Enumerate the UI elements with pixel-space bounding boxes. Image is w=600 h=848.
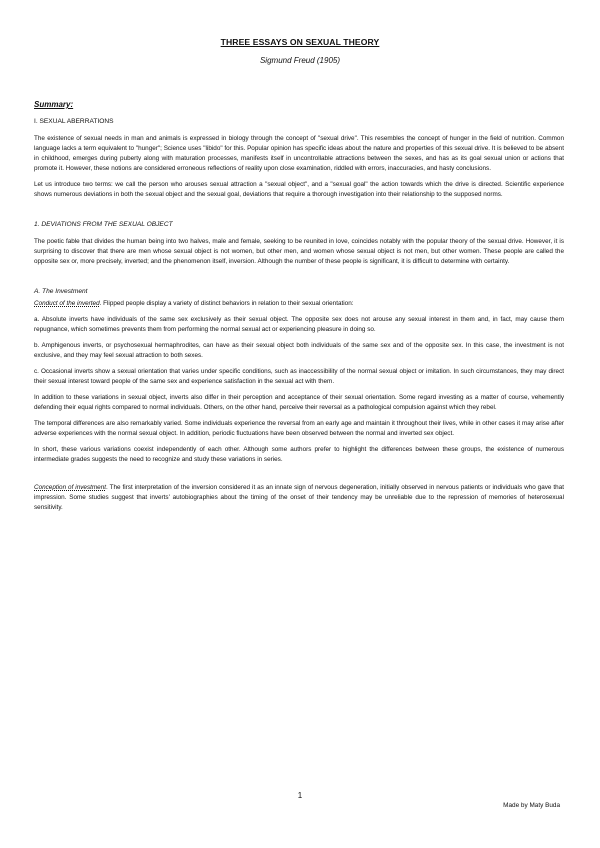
paragraph: In short, these various variations coexist independently of each other. Although some authors prefer to highlight the differences between these groups, the existence of numerous intermediate grades suggests the need to recognize and study these variations in series. — [34, 446, 564, 463]
document-title: THREE ESSAYS ON SEXUAL THEORY — [220, 37, 380, 47]
list-item: b. Amphigenous inverts, or psychosexual hermaphrodites, can have as their sexual object both individuals of the same sex and of the opposite sex. In this case, the investment is not exclusive, and they may feel sexual attraction to both sexes. — [34, 342, 564, 359]
paragraph-text: . The first interpretation of the inversion considered it as an innate sign of nervous degeneration, initially observed in nervous patients or individuals who gave that impression. Some studies suggest that inverts' autobiographies about the timing of the onset of their tendency may be unreliable due to the repression of memories of heterosexual sensitivity. — [34, 484, 564, 511]
inline-heading: Conduct of the inverted — [34, 300, 100, 307]
spacer — [34, 273, 564, 287]
document-author: Sigmund Freud (1905) — [259, 56, 341, 65]
paragraph-text: . Flipped people display a variety of distinct behaviors in relation to their sexual orientation: — [99, 300, 354, 307]
list-item: c. Occasional inverts show a sexual orientation that varies under specific conditions, such as inaccessibility of the normal sexual object or imitation. In such circumstances, they may direct their sexual interest toward people of the same sex and experience satisfaction in the sexual act with them. — [34, 368, 564, 385]
inline-heading: Conception of investment — [34, 484, 106, 491]
spacer — [34, 471, 564, 483]
section-heading: I. SEXUAL ABERRATIONS — [34, 118, 114, 125]
subsection-heading: A. The Investment — [34, 288, 88, 295]
footer-credit: Made by Maty Buda — [503, 802, 560, 809]
paragraph: The temporal differences are also remarkably varied. Some individuals experience the reversal from an early age and maintain it throughout their lives, while in other cases it may arise after adverse experiences with the normal sexual object. In addition, periodic fluctuations have been observed between the normal and inverted sex object. — [34, 420, 564, 437]
paragraph — [34, 483, 564, 513]
paragraph: In addition to these variations in sexual object, inverts also differ in their perception and acceptance of their sexual orientation. Some regard investing as a matter of course, vehemently defending their equal rights compared to normal individuals. Others, on the other hand, perceive their reversal as a pathological compulsion against which they rebel. — [34, 394, 564, 411]
page-number: 1 — [297, 791, 303, 800]
spacer — [34, 206, 564, 220]
paragraph: The existence of sexual needs in man and animals is expressed in biology through the concept of "sexual drive". This resembles the concept of hunger in the field of nutrition. Common language lacks a term equivalent to "hunger"; Science uses "libido" for this. Popular opinion has specific ideas about the nature and properties of this sexual drive. It is believed to be absent in childhood, emerges during puberty along with maturation processes, manifests itself in uncontrollable attractions between the sexes, and has as its goal sexual union or actions that promote it. However, these notions are considered erroneous reflections of reality upon close examination, riddled with errors, inaccuracies, and hasty conclusions. — [34, 135, 564, 172]
document-body — [34, 100, 564, 519]
list-item: a. Absolute inverts have individuals of the same sex exclusively as their sexual object. The opposite sex does not arouse any sexual interest in them and, in fact, may cause them repugnance, which sometimes prevents them from performing the normal sexual act or experiencing pleasure in doing so. — [34, 316, 564, 333]
paragraph: The poetic fable that divides the human being into two halves, male and female, seeking to be reunited in love, coincides notably with the popular theory of the sexual drive. However, it is surprising to discover that there are men whose sexual object is not women, but other men, and women whose sexual object is not men, but other women. These people are called the opposite sex or, more precisely, inverted; and the phenomenon itself, inversion. Although the number of these people is significant, it is difficult to determine with certainty. — [34, 238, 564, 265]
paragraph — [34, 299, 564, 309]
subsection-heading: 1. DEVIATIONS FROM THE SEXUAL OBJECT — [34, 221, 173, 228]
paragraph: Let us introduce two terms: we call the person who arouses sexual attraction a "sexual object", and a "sexual goal" the action towards which the drive is directed. Scientific experience shows numerous deviations in both the sexual object and the sexual goal, deviations that require a thorough investigation into their relationship to the supposed norms. — [34, 181, 564, 198]
summary-heading: Summary: — [34, 100, 74, 109]
